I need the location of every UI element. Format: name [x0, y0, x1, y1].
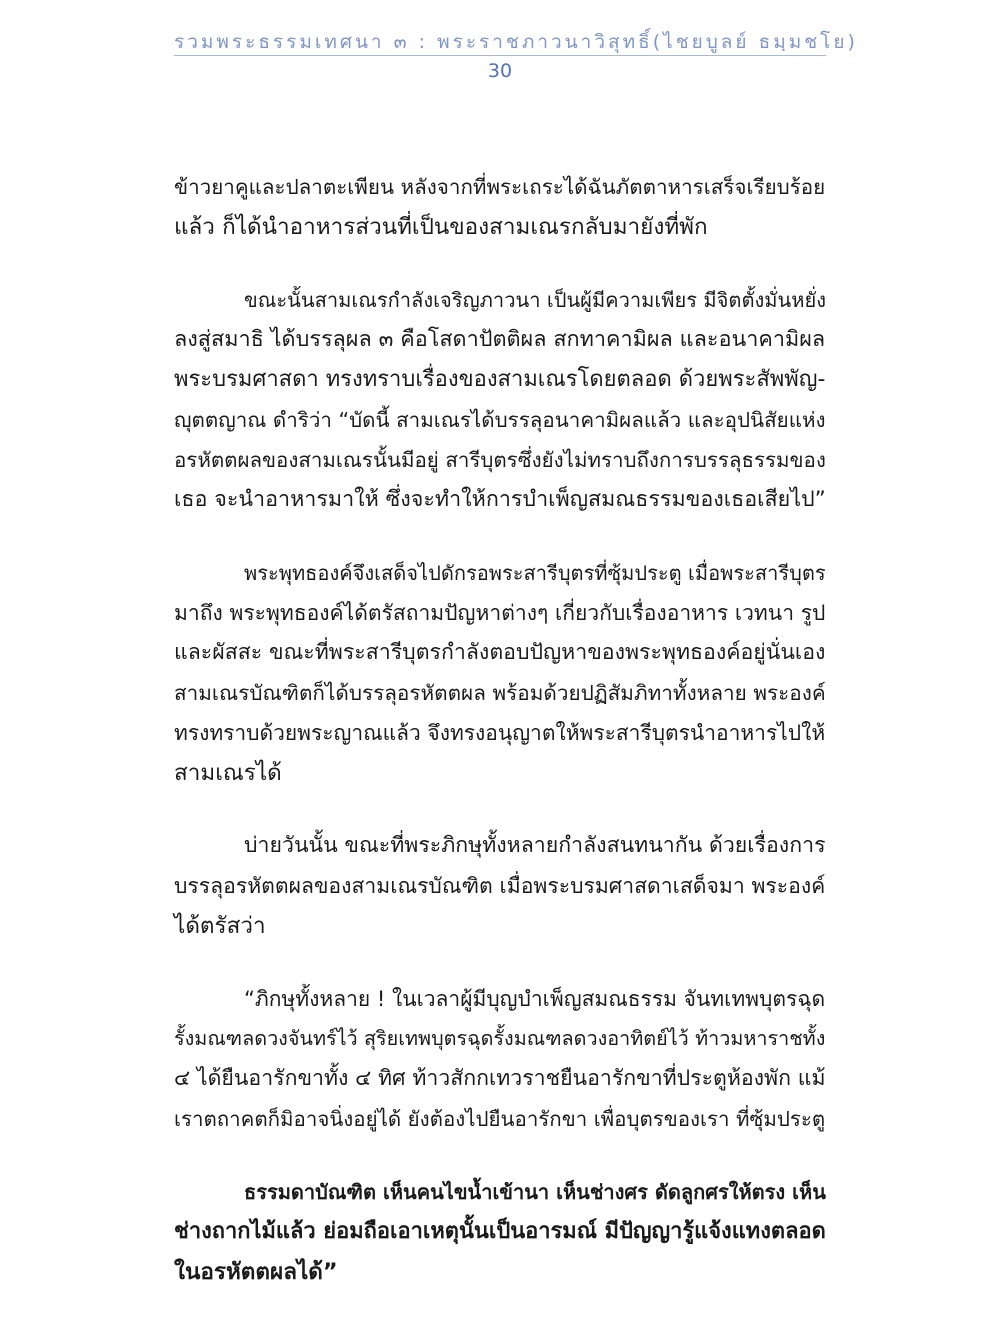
text-line: พระบรมศาสดา ทรงทราบเรื่องของสามเณรโดยตลอด ด้วยพระสัพพัญ- [174, 367, 826, 392]
text-line: ช่างถากไม้แล้ว ย่อมถือเอาเหตุนั้นเป็นอารมณ์ มีปัญญารู้แจ้งแทงตลอด [174, 1219, 826, 1244]
text-line: บ่ายวันนั้น ขณะที่พระภิกษุทั้งหลายกำลังสนทนากัน ด้วยเรื่องการ [244, 833, 826, 858]
text-line: แล้ว ก็ได้นำอาหารส่วนที่เป็นของสามเณรกลับมายังที่พัก [174, 214, 708, 240]
header-divider [174, 55, 826, 56]
text-line: ในอรหัตตผลได้” [174, 1259, 338, 1285]
text-line: ข้าวยาคูและปลาตะเพียน หลังจากที่พระเถระได้ฉันภัตตาหารเสร็จเรียบร้อย [174, 175, 826, 199]
text-line: พระพุทธองค์จึงเสด็จไปดักรอพระสารีบุตรที่ซุ้มประตู เมื่อพระสารีบุตร [244, 561, 826, 585]
paragraph-1 [174, 167, 826, 247]
page-number: 30 [487, 60, 513, 82]
text-line: ธรรมดาบัณฑิต เห็นคนไขน้ำเข้านา เห็นช่างศร ดัดลูกศรให้ตรง เห็น [244, 1180, 826, 1204]
text-line: ขณะนั้นสามเณรกำลังเจริญภาวนา เป็นผู้มีความเพียร มีจิตตั้งมั่นหยั่ง [244, 288, 827, 312]
text-line: ลงสู่สมาธิ ได้บรรลุผล ๓ คือโสดาปัตติผล สกทาคามิผล และอนาคามิผล [174, 327, 826, 352]
text-line: ทรงทราบด้วยพระญาณแล้ว จึงทรงอนุญาตให้พระสารีบุตรนำอาหารไปให้ [174, 721, 826, 745]
paragraph-3 [174, 553, 826, 793]
running-header: รวมพระธรรมเทศนา ๓ : พระราชภาวนาวิสุทธิ์(ไชยบูลย์ ธมฺมชโย) [174, 31, 858, 53]
paragraph-4 [174, 826, 826, 946]
text-line: มาถึง พระพุทธองค์ได้ตรัสถามปัญหาต่างๆ เกี่ยวกับเรื่องอาหาร เวทนา รูป [174, 600, 826, 625]
paragraph-5-quote [174, 979, 826, 1139]
text-line: เราตถาคตก็มิอาจนิ่งอยู่ได้ ยังต้องไปยืนอารักขา เพื่อบุตรของเรา ที่ซุ้มประตู [174, 1107, 826, 1131]
text-line: สามเณรได้ [174, 760, 282, 786]
text-line: เธอ จะนำอาหารมาให้ ซึ่งจะทำให้การบำเพ็ญสมณธรรมของเธอเสียไป” [174, 487, 826, 512]
text-line: อรหัตตผลของสามเณรนั้นมีอยู่ สารีบุตรซึ่งยังไม่ทราบถึงการบรรลุธรรมของ [174, 448, 826, 472]
text-line: สามเณรบัณฑิตก็ได้บรรลุอรหัตตผล พร้อมด้วยปฏิสัมภิทาทั้งหลาย พระองค์ [174, 681, 826, 705]
text-line: ญุตตญาณ ดำริว่า “บัดนี้ สามเณรได้บรรลุอนาคามิผลแล้ว และอุปนิสัยแห่ง [174, 408, 826, 432]
text-line: รั้งมณฑลดวงจันทร์ไว้ สุริยเทพบุตรฉุดรั้งมณฑลดวงอาทิตย์ไว้ ท้าวมหาราชทั้ง [174, 1027, 826, 1050]
text-line: บรรลุอรหัตตผลของสามเณรบัณฑิต เมื่อพระบรมศาสดาเสด็จมา พระองค์ [174, 873, 826, 898]
paragraph-6-bold-quote [174, 1172, 826, 1292]
paragraph-2 [174, 280, 826, 520]
text-line: ๔ ได้ยืนอารักขาทั้ง ๔ ทิศ ท้าวสักกเทวราชยืนอารักขาที่ประตูห้องพัก แม้ [174, 1066, 826, 1091]
body-text [174, 167, 826, 1325]
text-line: ได้ตรัสว่า [174, 913, 266, 939]
text-line: และผัสสะ ขณะที่พระสารีบุตรกำลังตอบปัญหาของพระพุทธองค์อยู่นั่นเอง [174, 640, 826, 665]
text-line: “ภิกษุทั้งหลาย ! ในเวลาผู้มีบุญบำเพ็ญสมณธรรม จันทเทพบุตรฉุด [244, 986, 826, 1011]
